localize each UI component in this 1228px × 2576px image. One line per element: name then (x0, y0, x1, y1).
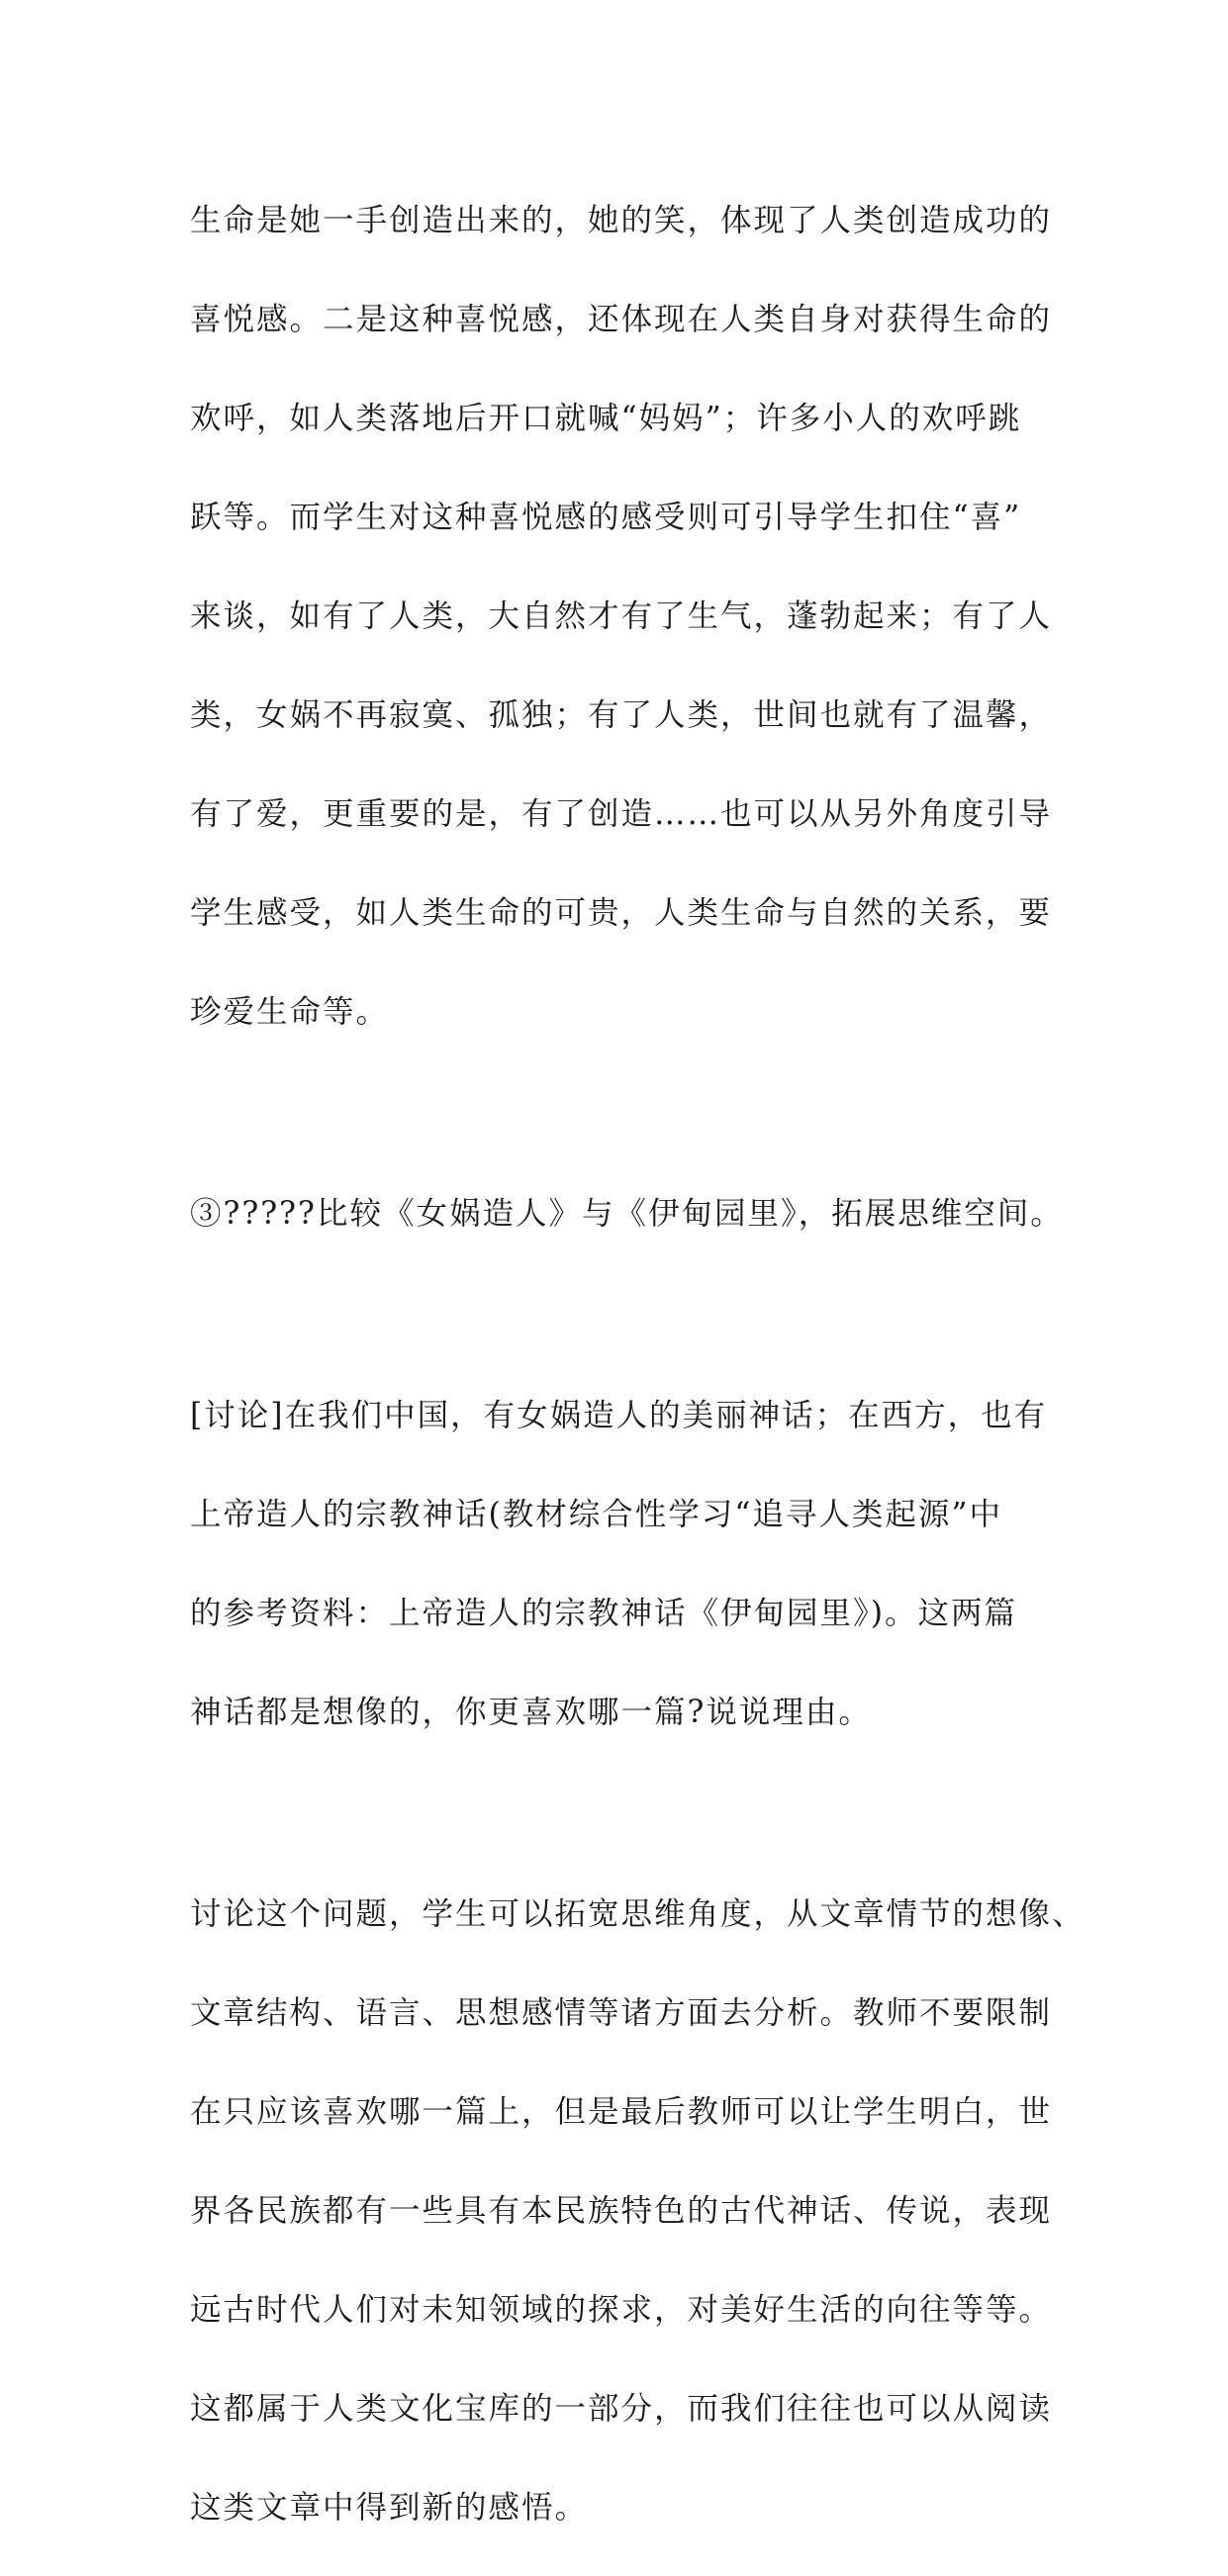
text-line: 喜悦感。二是这种喜悦感，还体现在人类自身对获得生命的 (190, 302, 1053, 337)
text-line: 在只应该喜欢哪一篇上，但是最后教师可以让学生明白，世 (190, 2094, 1053, 2130)
text-line: 神话都是想像的，你更喜欢哪一篇?说说理由。 (190, 1695, 872, 1730)
text-line: 这都属于人类文化宝库的一部分，而我们往往也可以从阅读 (190, 2391, 1053, 2427)
paragraph-joy-of-creation (190, 152, 1061, 1080)
document-body (190, 152, 1086, 2576)
paragraph-spacer (190, 1080, 1061, 1146)
text-line: 上帝造人的宗教神话(教材综合性学习“追寻人类起源”中 (190, 1497, 1002, 1532)
paragraph-spacer (190, 1282, 1061, 1347)
text-line: 界各民族都有一些具有本民族特色的古代神话、传说，表现 (190, 2193, 1053, 2229)
text-line: 有了爱，更重要的是，有了创造……也可以从另外角度引导 (190, 796, 1053, 832)
text-line: 的参考资料：上帝造人的宗教神话《伊甸园里》)。这两篇 (190, 1596, 1018, 1631)
text-line: 欢呼，如人类落地后开口就喊“妈妈”；许多小人的欢呼跳 (190, 401, 1022, 436)
text-line: 珍爱生命等。 (190, 994, 390, 1030)
paragraph-section-heading (190, 1146, 1064, 1282)
text-line: 讨论这个问题，学生可以拓宽思维角度，从文章情节的想像、 (190, 1896, 1086, 1932)
text-line: 远古时代人们对未知领域的探求，对美好生活的向往等等。 (190, 2292, 1053, 2328)
text-line: 来谈，如有了人类，大自然才有了生气，蓬勃起来；有了人 (190, 598, 1053, 634)
text-line: 跃等。而学生对这种喜悦感的感受则可引导学生扣住“喜” (190, 500, 1022, 535)
text-line: 学生感受，如人类生命的可贵，人类生命与自然的关系，要 (190, 895, 1053, 931)
paragraph-discussion (190, 1347, 1061, 1781)
paragraph-analysis (190, 1846, 1086, 2576)
paragraph-spacer (190, 1781, 1061, 1846)
text-line: 文章结构、语言、思想感情等诸方面去分析。教师不要限制 (190, 1995, 1053, 2031)
text-line: 生命是她一手创造出来的，她的笑，体现了人类创造成功的 (190, 203, 1053, 238)
text-line: 类，女娲不再寂寞、孤独；有了人类，世间也就有了温馨， (190, 697, 1053, 733)
text-line: [讨论]在我们中国，有女娲造人的美丽神话；在西方，也有 (190, 1398, 1048, 1433)
text-line: 这类文章中得到新的感悟。 (190, 2490, 589, 2526)
section-heading: ③?????比较《女娲造人》与《伊甸园里》，拓展思维空间。 (190, 1196, 1064, 1232)
